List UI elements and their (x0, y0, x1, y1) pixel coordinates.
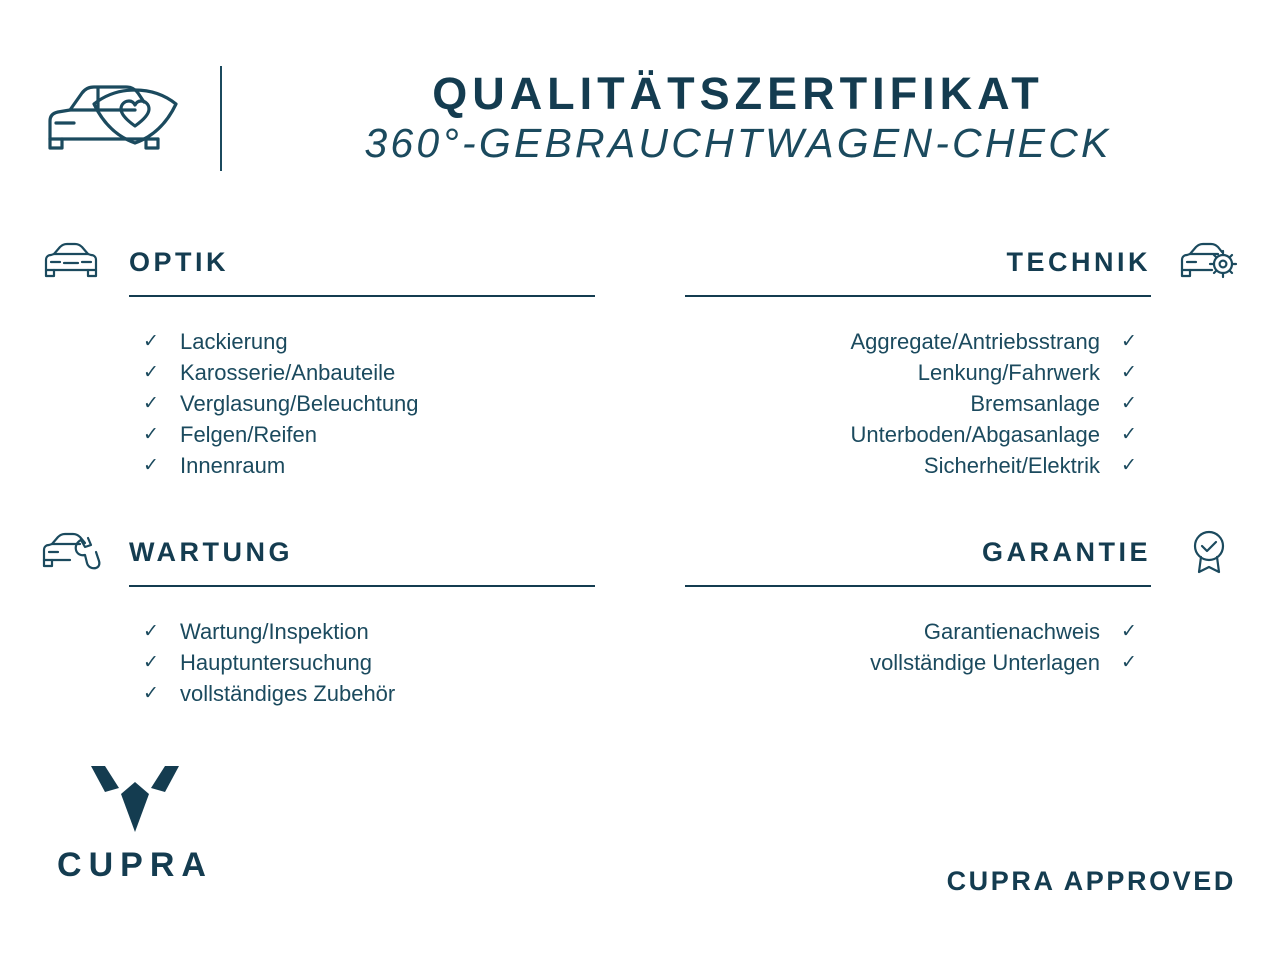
check-icon: ✓ (1121, 424, 1137, 445)
cupra-wordmark: CUPRA (57, 846, 213, 884)
list-item (685, 357, 1240, 388)
section-rule (685, 585, 1151, 587)
list-item (685, 647, 1240, 678)
check-icon: ✓ (1121, 455, 1137, 476)
check-icon: ✓ (143, 393, 159, 414)
section-header (40, 238, 595, 286)
checklist-wartung (40, 616, 595, 709)
list-item-label: Felgen/Reifen (180, 421, 317, 447)
list-item-label: Unterboden/Abgasanlage (850, 421, 1100, 447)
check-icon: ✓ (1121, 362, 1137, 383)
section-title: WARTUNG (129, 536, 293, 567)
header-titles (256, 69, 1220, 168)
list-item (40, 326, 595, 357)
check-icon: ✓ (143, 652, 159, 673)
check-icon: ✓ (143, 683, 159, 704)
cupra-approved-label: CUPRA APPROVED (946, 866, 1236, 896)
list-item (40, 450, 595, 481)
list-item (40, 419, 595, 450)
list-item-label: vollständiges Zubehör (180, 680, 396, 706)
car-shield-heart-icon (40, 63, 190, 173)
page-subtitle: 360°-GEBRAUCHTWAGEN-CHECK (364, 120, 1112, 166)
list-item-label: vollständige Unterlagen (870, 649, 1100, 675)
check-icon: ✓ (143, 331, 159, 352)
car-wrench-icon (40, 528, 102, 576)
checklist-technik (685, 326, 1240, 481)
section-title: TECHNIK (1006, 246, 1151, 277)
section-wartung (40, 528, 595, 709)
list-item (685, 450, 1240, 481)
list-item (685, 326, 1240, 357)
check-icon: ✓ (143, 362, 159, 383)
section-rule (129, 295, 595, 297)
list-item (40, 647, 595, 678)
list-item (40, 678, 595, 709)
seal-check-icon (1178, 528, 1240, 576)
check-icon: ✓ (143, 621, 159, 642)
list-item (40, 388, 595, 419)
page-title: QUALITÄTSZERTIFIKAT (432, 67, 1044, 119)
check-icon: ✓ (143, 424, 159, 445)
list-item-label: Karosserie/Anbauteile (180, 359, 396, 385)
list-item (40, 616, 595, 647)
list-item-label: Lenkung/Fahrwerk (917, 359, 1100, 385)
list-item (685, 419, 1240, 450)
checklist-optik (40, 326, 595, 481)
list-item-label: Aggregate/Antriebsstrang (850, 328, 1100, 354)
car-front-icon (40, 238, 102, 286)
section-rule (685, 295, 1151, 297)
list-item-label: Sicherheit/Elektrik (923, 452, 1100, 478)
checklist-garantie (685, 616, 1240, 678)
cupra-logo (45, 762, 225, 885)
list-item (685, 616, 1240, 647)
list-item-label: Verglasung/Beleuchtung (180, 390, 419, 416)
section-garantie (685, 528, 1240, 678)
check-icon: ✓ (1121, 652, 1137, 673)
list-item-label: Wartung/Inspektion (180, 618, 369, 644)
section-technik (685, 238, 1240, 481)
cupra-triangle-logo-icon (85, 762, 185, 834)
section-header (685, 528, 1240, 576)
list-item-label: Innenraum (180, 452, 286, 478)
header (40, 48, 1220, 188)
section-header (685, 238, 1240, 286)
list-item-label: Garantienachweis (923, 618, 1100, 644)
section-optik (40, 238, 595, 481)
section-title: OPTIK (129, 246, 230, 277)
list-item (40, 357, 595, 388)
section-rule (129, 585, 595, 587)
check-icon: ✓ (1121, 331, 1137, 352)
check-icon: ✓ (1121, 393, 1137, 414)
section-title: GARANTIE (982, 536, 1151, 567)
check-icon: ✓ (143, 455, 159, 476)
section-header (40, 528, 595, 576)
car-gear-icon (1178, 238, 1240, 286)
check-icon: ✓ (1121, 621, 1137, 642)
list-item-label: Lackierung (180, 328, 288, 354)
list-item-label: Bremsanlage (970, 390, 1100, 416)
list-item (685, 388, 1240, 419)
header-divider (220, 66, 222, 171)
list-item-label: Hauptuntersuchung (180, 649, 373, 675)
